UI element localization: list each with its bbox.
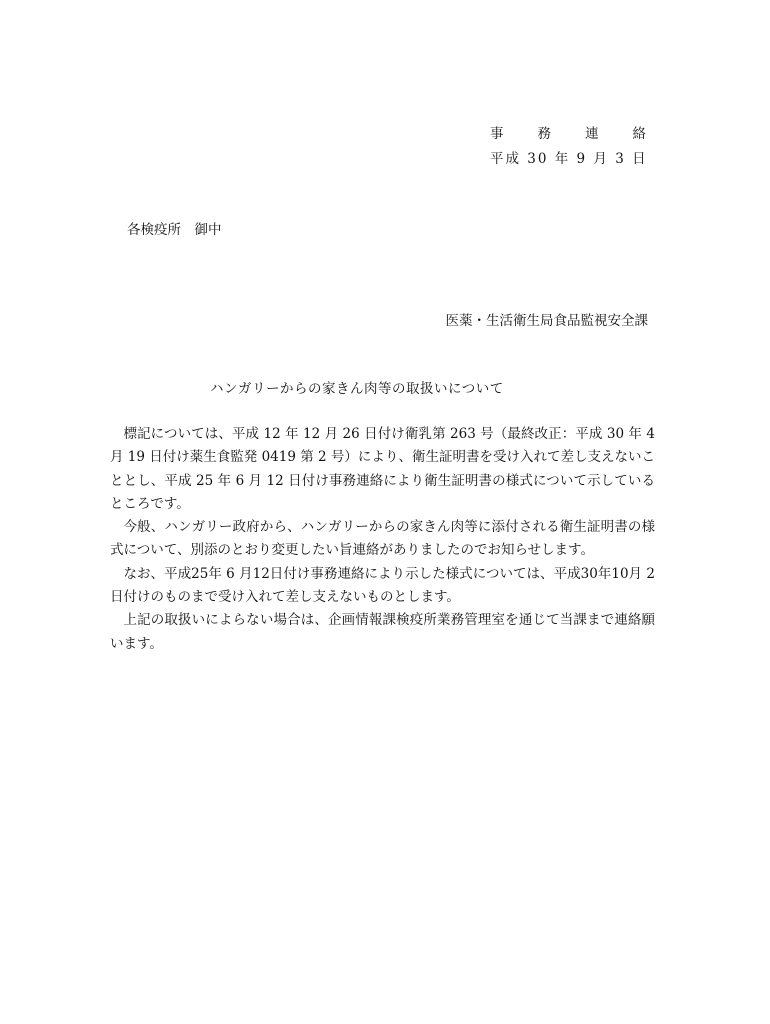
body-paragraph: 上記の取扱いによらない場合は、企画情報課検疫所業務管理室を通じて当課まで連絡願います。 (110, 612, 655, 652)
body-paragraph: 今般、ハンガリー政府から、ハンガリーからの家きん肉等に添付される衛生証明書の様式について、別添のとおり変更したい旨連絡がありましたのでお知らせします。 (110, 519, 655, 559)
body-paragraph: 標記については、平成 12 年 12 月 26 日付け衛乳第 263 号（最終改正：平成 30 年 4 月 19 日付け薬生食監発 0419 第 2 号）により、衛生証明書を受け入れて差し支えないこととし、平成 25 年 6 月 12 日付け事務連絡により衛生証明書の様式について示しているところです。 (110, 426, 655, 512)
document-type-char: 務 (537, 126, 551, 142)
addressee: 各検疫所 御中 (127, 222, 222, 238)
body-paragraph: なお、平成25年 6 月12日付け事務連絡により示した様式については、平成30年10月 2 日付けのものまで受け入れて差し支えないものとします。 (110, 565, 655, 606)
document-date: 平成 30 年 9 月 3 日 (490, 151, 648, 167)
document-type-char: 事 (490, 126, 504, 142)
document-type-char: 連 (585, 126, 599, 142)
document-body (110, 423, 655, 656)
subject-title: ハンガリーからの家きん肉等の取扱いについて (210, 381, 504, 397)
sender-department: 医薬・生活衛生局食品監視安全課 (445, 313, 648, 329)
document-type-char: 絡 (632, 126, 646, 142)
document-type (490, 122, 646, 142)
